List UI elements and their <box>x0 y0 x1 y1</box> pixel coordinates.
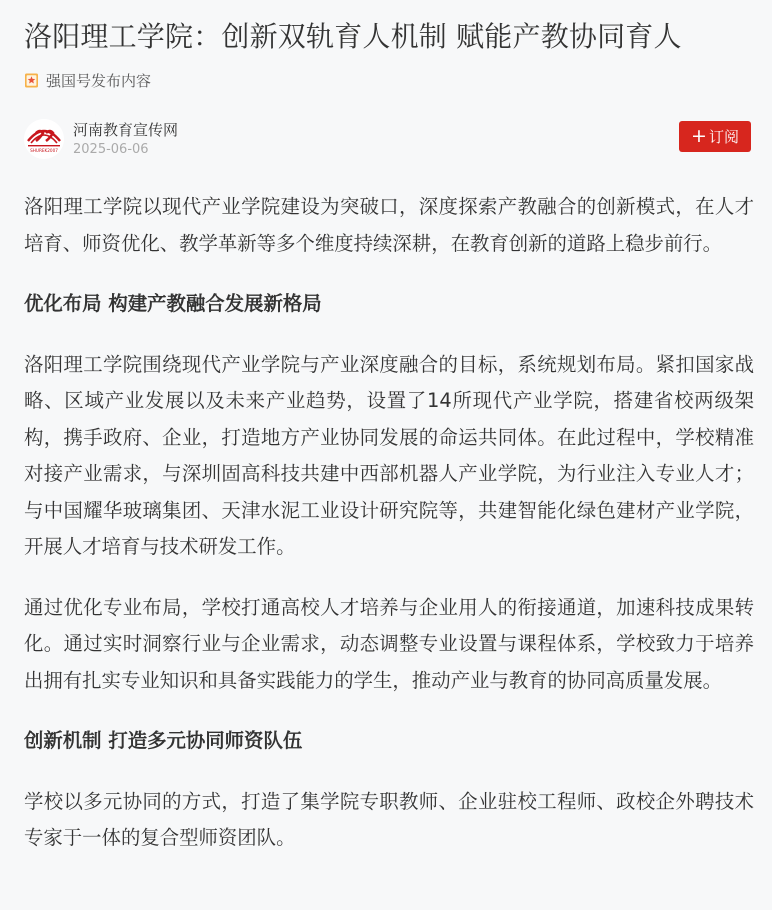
author-meta <box>73 120 178 159</box>
avatar-logo-text: SHUREK2007 <box>30 148 58 153</box>
plus-icon: + <box>691 125 707 147</box>
subscribe-button[interactable] <box>679 121 751 152</box>
publish-date: 2025-06-06 <box>73 141 149 157</box>
source-label: 强国号发布内容 <box>46 71 152 90</box>
author-name[interactable]: 河南教育宣传网 <box>73 120 179 139</box>
author-row <box>24 115 748 163</box>
paragraph-layout: 洛阳理工学院围绕现代产业学院与产业深度融合的目标，系统规划布局。紧扣国家战略、区域产业发展以及未来产业趋势，设置了14所现代产业学院，搭建省校两级架构，携手政府、企业，打造地方产业协同发展的命运共同体。在此过程中，学校精准对接产业需求，与深圳固高科技共建中西部机器人产业学院，为行业注入专业人才；与中国耀华玻璃集团、天津水泥工业设计研究院等，共建智能化绿色建材产业学院，开展人才培育与技术研发工作。 <box>24 352 754 558</box>
star-badge-icon <box>24 73 39 88</box>
source-row <box>24 69 748 91</box>
section-heading-mechanism: 创新机制 打造多元协同师资队伍 <box>24 729 303 752</box>
author-avatar[interactable] <box>24 119 64 159</box>
article-title: 洛阳理工学院：创新双轨育人机制 赋能产教协同育人 <box>24 20 682 53</box>
paragraph-mechanism: 学校以多元协同的方式，打造了集学院专职教师、企业驻校工程师、政校企外聘技术专家于一体的复合型师资团队。 <box>24 789 754 849</box>
paragraph-intro: 洛阳理工学院以现代产业学院建设为突破口，深度探索产教融合的创新模式，在人才培育、师资优化、教学革新等多个维度持续深耕，在教育创新的道路上稳步前行。 <box>24 195 754 255</box>
article-body <box>24 189 754 857</box>
subscribe-label: 订阅 <box>708 128 739 146</box>
paragraph-optimization: 通过优化专业布局，学校打通高校人才培养与企业用人的衔接通道，加速科技成果转化。通过实时洞察行业与企业需求，动态调整专业设置与课程体系，学校致力于培养出拥有扎实专业知识和具备实践能力的学生，推动产业与教育的协同高质量发展。 <box>24 595 754 692</box>
section-heading-layout: 优化布局 构建产教融合发展新格局 <box>24 292 322 315</box>
